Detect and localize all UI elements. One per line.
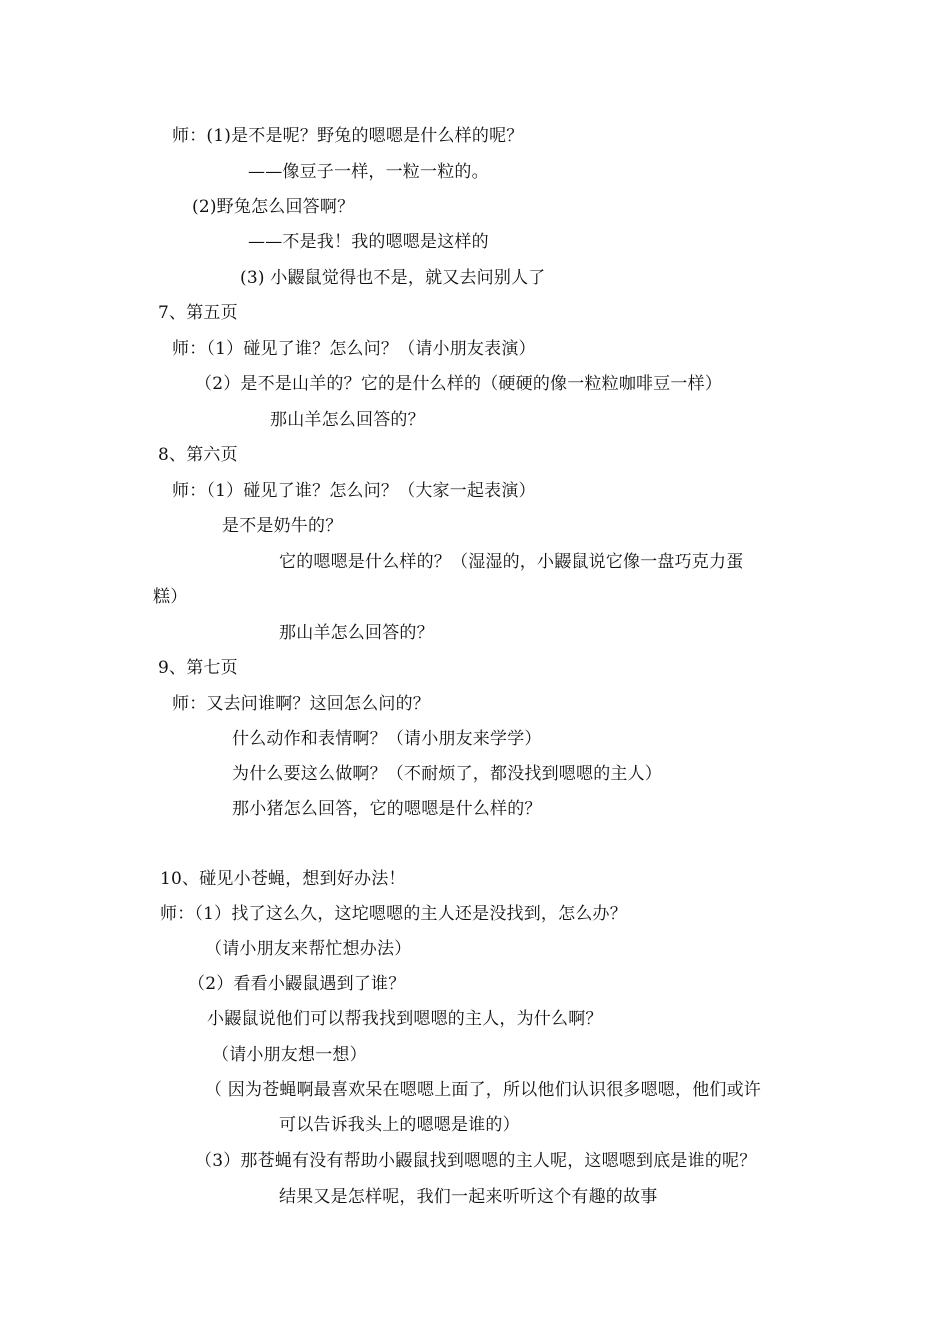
text-line: 它的嗯嗯是什么样的？（湿湿的，小鼹鼠说它像一盘巧克力蛋 xyxy=(279,552,744,572)
text-line: 师：（1）碰见了谁？怎么问？（大家一起表演） xyxy=(172,481,536,501)
text-line: 师：(1)是不是呢？野兔的嗯嗯是什么样的呢？ xyxy=(172,126,524,146)
text-line: (3) 小鼹鼠觉得也不是，就又去问别人了 xyxy=(240,268,546,288)
text-line: 那小猪怎么回答，它的嗯嗯是什么样的？ xyxy=(232,799,542,819)
text-line: 师：（1）碰见了谁？怎么问？（请小朋友表演） xyxy=(172,339,536,359)
text-line: 那山羊怎么回答的？ xyxy=(279,623,434,643)
text-line: 糕） xyxy=(153,587,188,607)
text-line: (2)野兔怎么回答啊？ xyxy=(192,197,355,217)
text-line: 小鼹鼠说他们可以帮我找到嗯嗯的主人，为什么啊？ xyxy=(207,1009,603,1029)
text-line: 师：又去问谁啊？这回怎么问的？ xyxy=(172,694,430,714)
section-heading: 10、碰见小苍蝇，想到好办法！ xyxy=(160,869,406,889)
text-line: 师：（1）找了这么久，这坨嗯嗯的主人还是没找到，怎么办？ xyxy=(160,904,627,924)
section-heading: 7、第五页 xyxy=(158,303,238,323)
text-line: 那山羊怎么回答的？ xyxy=(270,410,425,430)
text-line: （请小朋友想一想） xyxy=(212,1045,367,1065)
text-line: 什么动作和表情啊？（请小朋友来学学） xyxy=(232,729,542,749)
text-line: ——不是我！我的嗯嗯是这样的 xyxy=(248,232,489,252)
text-line: （请小朋友来帮忙想办法） xyxy=(205,939,412,959)
text-line: ——像豆子一样，一粒一粒的。 xyxy=(248,162,489,182)
text-line: 是不是奶牛的？ xyxy=(222,516,343,536)
text-line: （2）看看小鼹鼠遇到了谁？ xyxy=(188,974,406,994)
text-line: （3）那苍蝇有没有帮助小鼹鼠找到嗯嗯的主人呢，这嗯嗯到底是谁的呢？ xyxy=(195,1151,757,1171)
text-line: （2）是不是山羊的？它的是什么样的（硬硬的像一粒粒咖啡豆一样） xyxy=(195,374,723,394)
section-heading: 8、第六页 xyxy=(158,445,238,465)
text-line: （ 因为苍蝇啊最喜欢呆在嗯嗯上面了，所以他们认识很多嗯嗯，他们或许 xyxy=(205,1080,762,1100)
text-line: 结果又是怎样呢，我们一起来听听这个有趣的故事 xyxy=(279,1187,658,1207)
text-line: 为什么要这么做啊？（不耐烦了，都没找到嗯嗯的主人） xyxy=(232,764,662,784)
section-heading: 9、第七页 xyxy=(158,658,238,678)
text-line: 可以告诉我头上的嗯嗯是谁的） xyxy=(279,1115,520,1135)
